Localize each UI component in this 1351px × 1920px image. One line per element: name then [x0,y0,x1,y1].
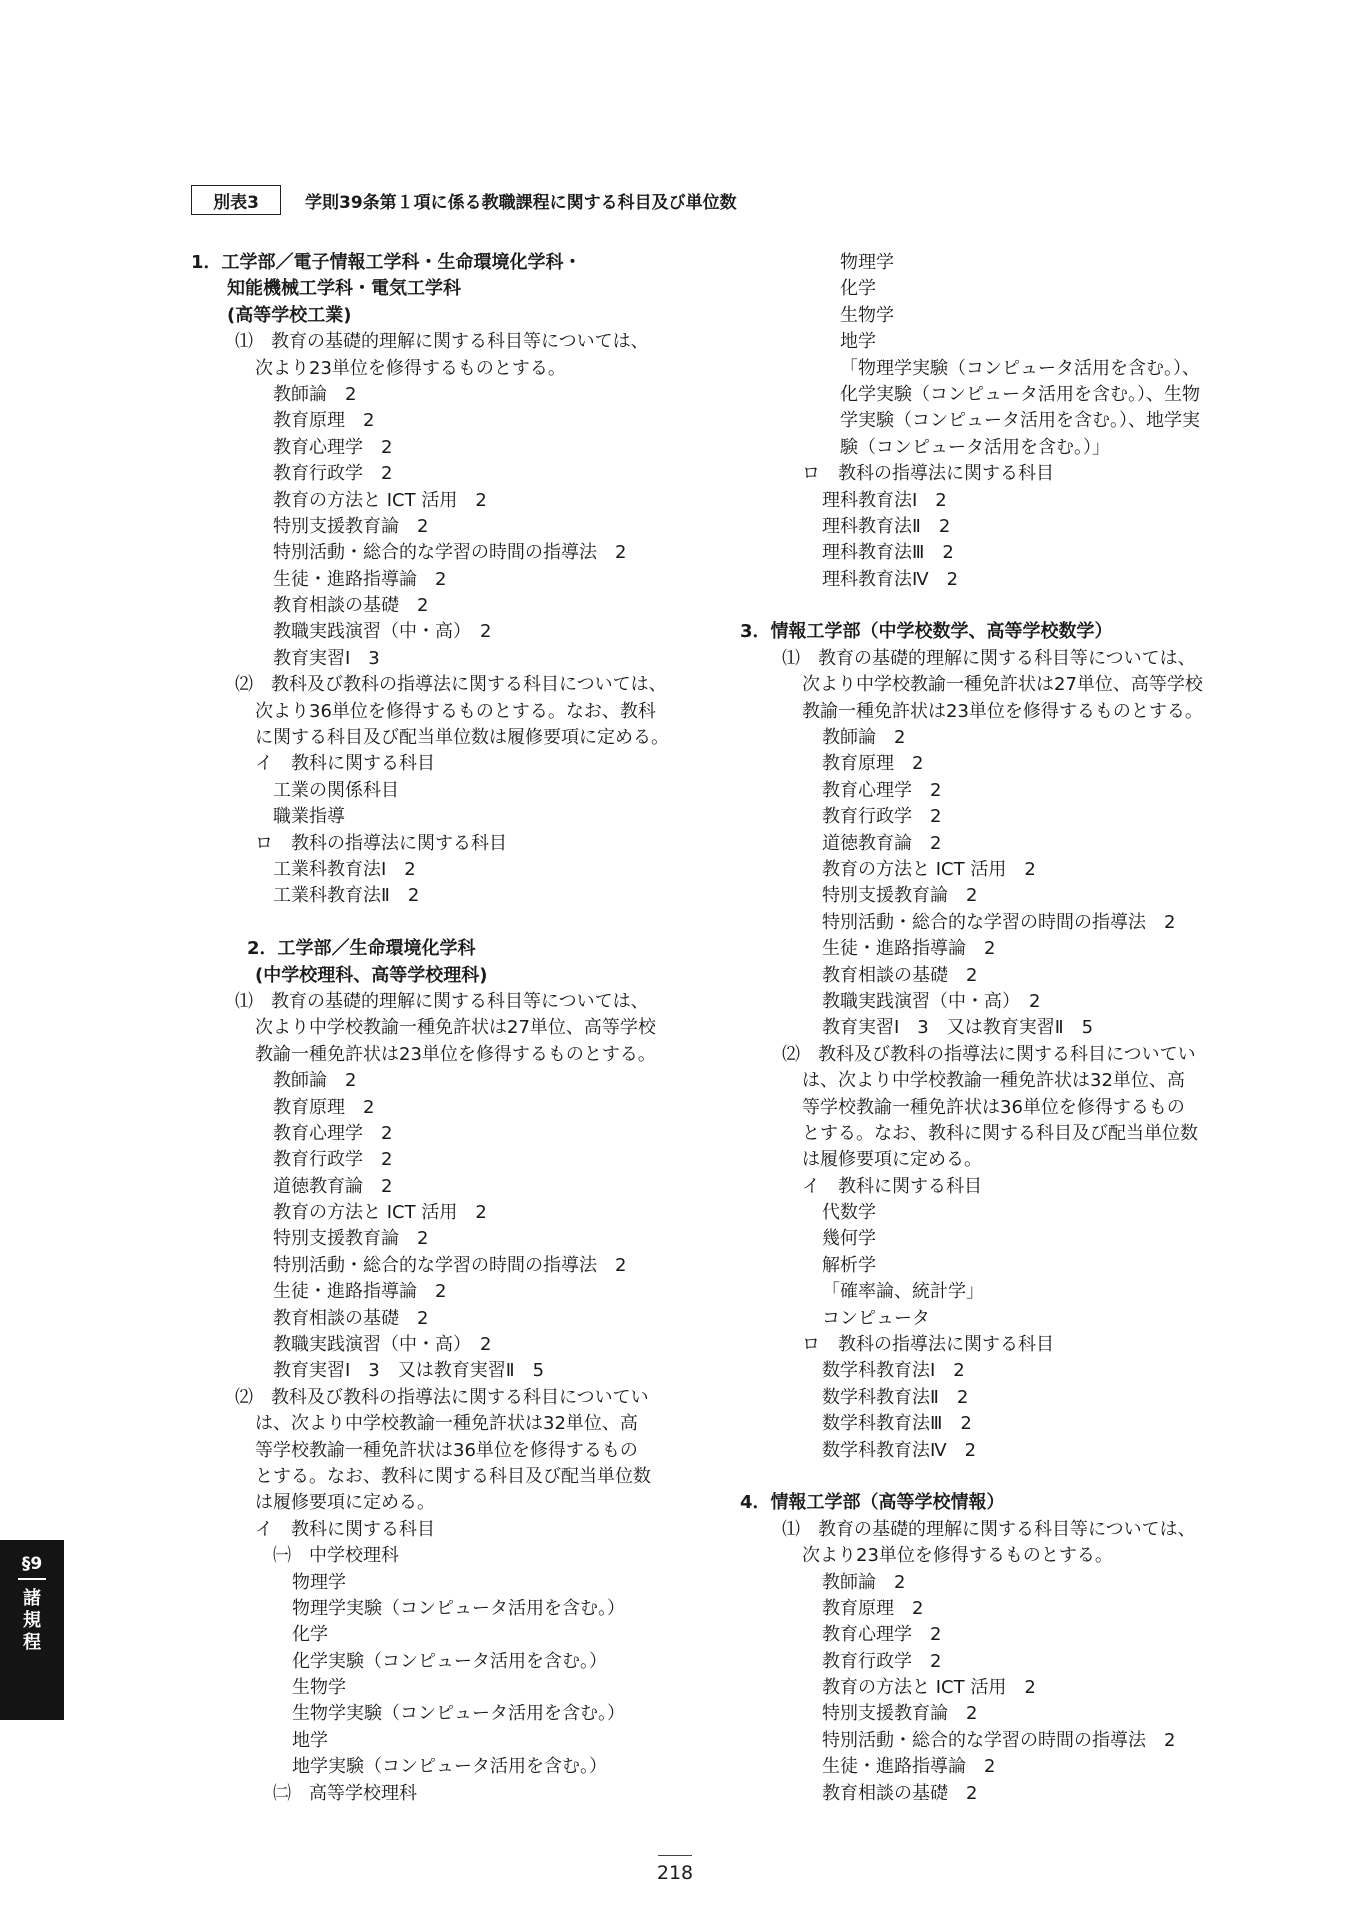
text-line: 理科教育法Ⅲ 2 [822,542,954,564]
page-number: 218 [656,1862,694,1884]
text-line: 生徒・進路指導論 2 [273,568,447,590]
text-line: 工業の関係科目 [273,779,399,801]
text-line: 数学科教育法Ⅳ 2 [822,1439,977,1461]
text-line: ㈡ 高等学校理科 [273,1782,417,1804]
text-line: 工業科教育法Ⅱ 2 [273,885,420,907]
text-line: 生徒・進路指導論 2 [822,1756,996,1778]
text-line: 理科教育法Ⅱ 2 [822,515,951,537]
side-tab-divider [18,1578,46,1580]
text-line: は、次より中学校教諭一種免許状は32単位、高 [802,1070,1185,1092]
text-line: 職業指導 [273,806,345,828]
text-line: 等学校教諭一種免許状は36単位を修得するもの [802,1096,1185,1118]
text-line: 教育の方法と ICT 活用 2 [273,1202,487,1224]
section-gap [740,593,1300,619]
text-line: 次より23単位を修得するものとする。 [255,357,566,379]
text-line: 教師論 2 [822,1571,906,1593]
text-line: 1．工学部／電子情報工学科・生命環境化学科・ [191,252,582,273]
text-line: とする。なお、教科に関する科目及び配当単位数 [255,1465,651,1487]
text-line: ロ 教科の指導法に関する科目 [802,1334,1054,1356]
text-line: ⑵ 教科及び教科の指導法に関する科目についてい [235,1386,649,1408]
text-line: は、次より中学校教諭一種免許状は32単位、高 [255,1413,638,1435]
text-line: 地学 [840,331,876,353]
text-line: 教育の方法と ICT 活用 2 [822,1677,1036,1699]
left-column [191,250,751,1807]
text-line: ロ 教科の指導法に関する科目 [255,832,507,854]
text-line: 教育心理学 2 [273,1122,393,1144]
text-line: 数学科教育法Ⅰ 2 [822,1360,965,1382]
text-line: ⑴ 教育の基礎的理解に関する科目等については、 [235,990,649,1012]
text-line: 学実験（コンピュータ活用を含む。）、地学実 [840,410,1200,432]
text-line: 次より36単位を修得するものとする。なお、教科 [255,700,656,722]
text-line: 特別活動・総合的な学習の時間の指導法 2 [273,542,627,564]
text-line: 教職実践演習（中・高） 2 [273,1334,492,1356]
text-line: 教育行政学 2 [273,1149,393,1171]
text-line: 教育実習Ⅰ 3 又は教育実習Ⅱ 5 [273,1360,545,1382]
text-line: 験（コンピュータ活用を含む。）」 [840,436,1110,458]
text-line: 生物学 [292,1677,346,1699]
text-line: 「物理学実験（コンピュータ活用を含む。）、 [840,357,1200,379]
text-line: に関する科目及び配当単位数は履修要項に定める。 [255,727,669,749]
text-line: 道徳教育論 2 [273,1175,393,1197]
text-line: イ 教科に関する科目 [255,753,435,775]
text-line: 4．情報工学部（高等学校情報） [740,1492,1005,1514]
text-line: 教育心理学 2 [273,436,393,458]
section-side-tab [0,1540,64,1720]
text-line: 道徳教育論 2 [822,832,942,854]
text-line: 教育原理 2 [273,410,375,432]
text-line: 特別支援教育論 2 [822,1703,978,1725]
text-line: 教育相談の基礎 2 [822,964,978,986]
text-line: ロ 教科の指導法に関する科目 [802,463,1054,485]
text-line: (中学校理科、高等学校理科) [255,964,488,986]
text-line: 「確率論、統計学」 [822,1281,984,1303]
text-line: 特別活動・総合的な学習の時間の指導法 2 [822,1729,1176,1751]
text-line: 3．情報工学部（中学校数学、高等学校数学） [740,621,1113,643]
text-line: 教育の方法と ICT 活用 2 [822,858,1036,880]
right-column [740,250,1300,1807]
text-line: 教諭一種免許状は23単位を修得するものとする。 [802,700,1203,722]
text-line: 教育実習Ⅰ 3 [273,647,380,669]
text-line: 教育心理学 2 [822,779,942,801]
text-line: は履修要項に定める。 [802,1149,982,1171]
text-line: 教諭一種免許状は23単位を修得するものとする。 [255,1043,656,1065]
text-line: 教育実習Ⅰ 3 又は教育実習Ⅱ 5 [822,1017,1094,1039]
text-line: 数学科教育法Ⅲ 2 [822,1413,972,1435]
text-line: 教育行政学 2 [273,463,393,485]
text-line: 解析学 [822,1254,876,1276]
text-line: ㈠ 中学校理科 [273,1545,399,1567]
text-line: ⑵ 教科及び教科の指導法に関する科目については、 [235,674,667,696]
text-line: 教育原理 2 [273,1096,375,1118]
text-line: とする。なお、教科に関する科目及び配当単位数 [802,1122,1198,1144]
text-line: 特別活動・総合的な学習の時間の指導法 2 [822,911,1176,933]
text-line: 教師論 2 [822,727,906,749]
text-line: 化学実験（コンピュータ活用を含む。）、生物 [840,383,1200,405]
text-line: 特別支援教育論 2 [273,1228,429,1250]
text-line: 地学 [292,1729,328,1751]
text-line: 教師論 2 [273,1070,357,1092]
text-line: 教育心理学 2 [822,1624,942,1646]
text-line: 教師論 2 [273,383,357,405]
text-line: 物理学 [292,1571,346,1593]
text-line: 生徒・進路指導論 2 [822,938,996,960]
text-line: 教育の方法と ICT 活用 2 [273,489,487,511]
text-line: イ 教科に関する科目 [802,1175,982,1197]
text-line: ⑵ 教科及び教科の指導法に関する科目についてい [782,1043,1196,1065]
section-label: 諸規程 [23,1588,41,1653]
text-line: 教育相談の基礎 2 [273,595,429,617]
text-line: 教育行政学 2 [822,806,942,828]
text-line: 数学科教育法Ⅱ 2 [822,1386,969,1408]
text-line: 教育相談の基礎 2 [822,1782,978,1804]
text-line: 教育行政学 2 [822,1650,942,1672]
text-line: 特別活動・総合的な学習の時間の指導法 2 [273,1254,627,1276]
text-line: 理科教育法Ⅳ 2 [822,568,959,590]
table-header [191,184,737,216]
text-line: ⑴ 教育の基礎的理解に関する科目等については、 [235,331,649,353]
text-line: 生徒・進路指導論 2 [273,1281,447,1303]
text-line: 化学実験（コンピュータ活用を含む。） [292,1650,607,1672]
text-line: コンピュータ [822,1307,930,1329]
text-line: 等学校教諭一種免許状は36単位を修得するもの [255,1439,638,1461]
document-title: 学則39条第１項に係る教職課程に関する科目及び単位数 [305,192,737,213]
text-line: 化学 [292,1624,328,1646]
text-line: 特別支援教育論 2 [822,885,978,907]
text-line: 理科教育法Ⅰ 2 [822,489,947,511]
text-line: 物理学 [840,252,894,273]
text-line: 幾何学 [822,1228,876,1250]
section-number: §9 [21,1554,43,1574]
text-line: 化学 [840,278,876,300]
text-line: 次より中学校教諭一種免許状は27単位、高等学校 [802,674,1203,696]
text-line: 生物学 [840,304,894,326]
text-line: 特別支援教育論 2 [273,515,429,537]
text-line: 教育原理 2 [822,1597,924,1619]
text-line: 教職実践演習（中・高） 2 [822,990,1041,1012]
text-line: 工業科教育法Ⅰ 2 [273,858,416,880]
text-line: 教育原理 2 [822,753,924,775]
section-gap [740,1464,1300,1490]
text-line: ⑴ 教育の基礎的理解に関する科目等については、 [782,1518,1196,1540]
text-line: 物理学実験（コンピュータ活用を含む。） [292,1597,625,1619]
section-gap [191,910,751,936]
text-line: 教育相談の基礎 2 [273,1307,429,1329]
text-line: イ 教科に関する科目 [255,1518,435,1540]
text-line: (高等学校工業) [227,304,352,326]
page-number-rule [658,1855,692,1856]
text-line: 教職実践演習（中・高） 2 [273,621,492,643]
text-line: 知能機械工学科・電気工学科 [227,278,461,300]
text-line: ⑴ 教育の基礎的理解に関する科目等については、 [782,647,1196,669]
text-line: 2．工学部／生命環境化学科 [247,938,476,960]
appendix-tag: 別表3 [191,185,281,215]
text-line: 次より中学校教諭一種免許状は27単位、高等学校 [255,1017,656,1039]
text-line: 次より23単位を修得するものとする。 [802,1545,1113,1567]
text-line: 生物学実験（コンピュータ活用を含む。） [292,1703,625,1725]
text-line: は履修要項に定める。 [255,1492,435,1514]
text-line: 代数学 [822,1202,876,1224]
text-line: 地学実験（コンピュータ活用を含む。） [292,1756,607,1778]
